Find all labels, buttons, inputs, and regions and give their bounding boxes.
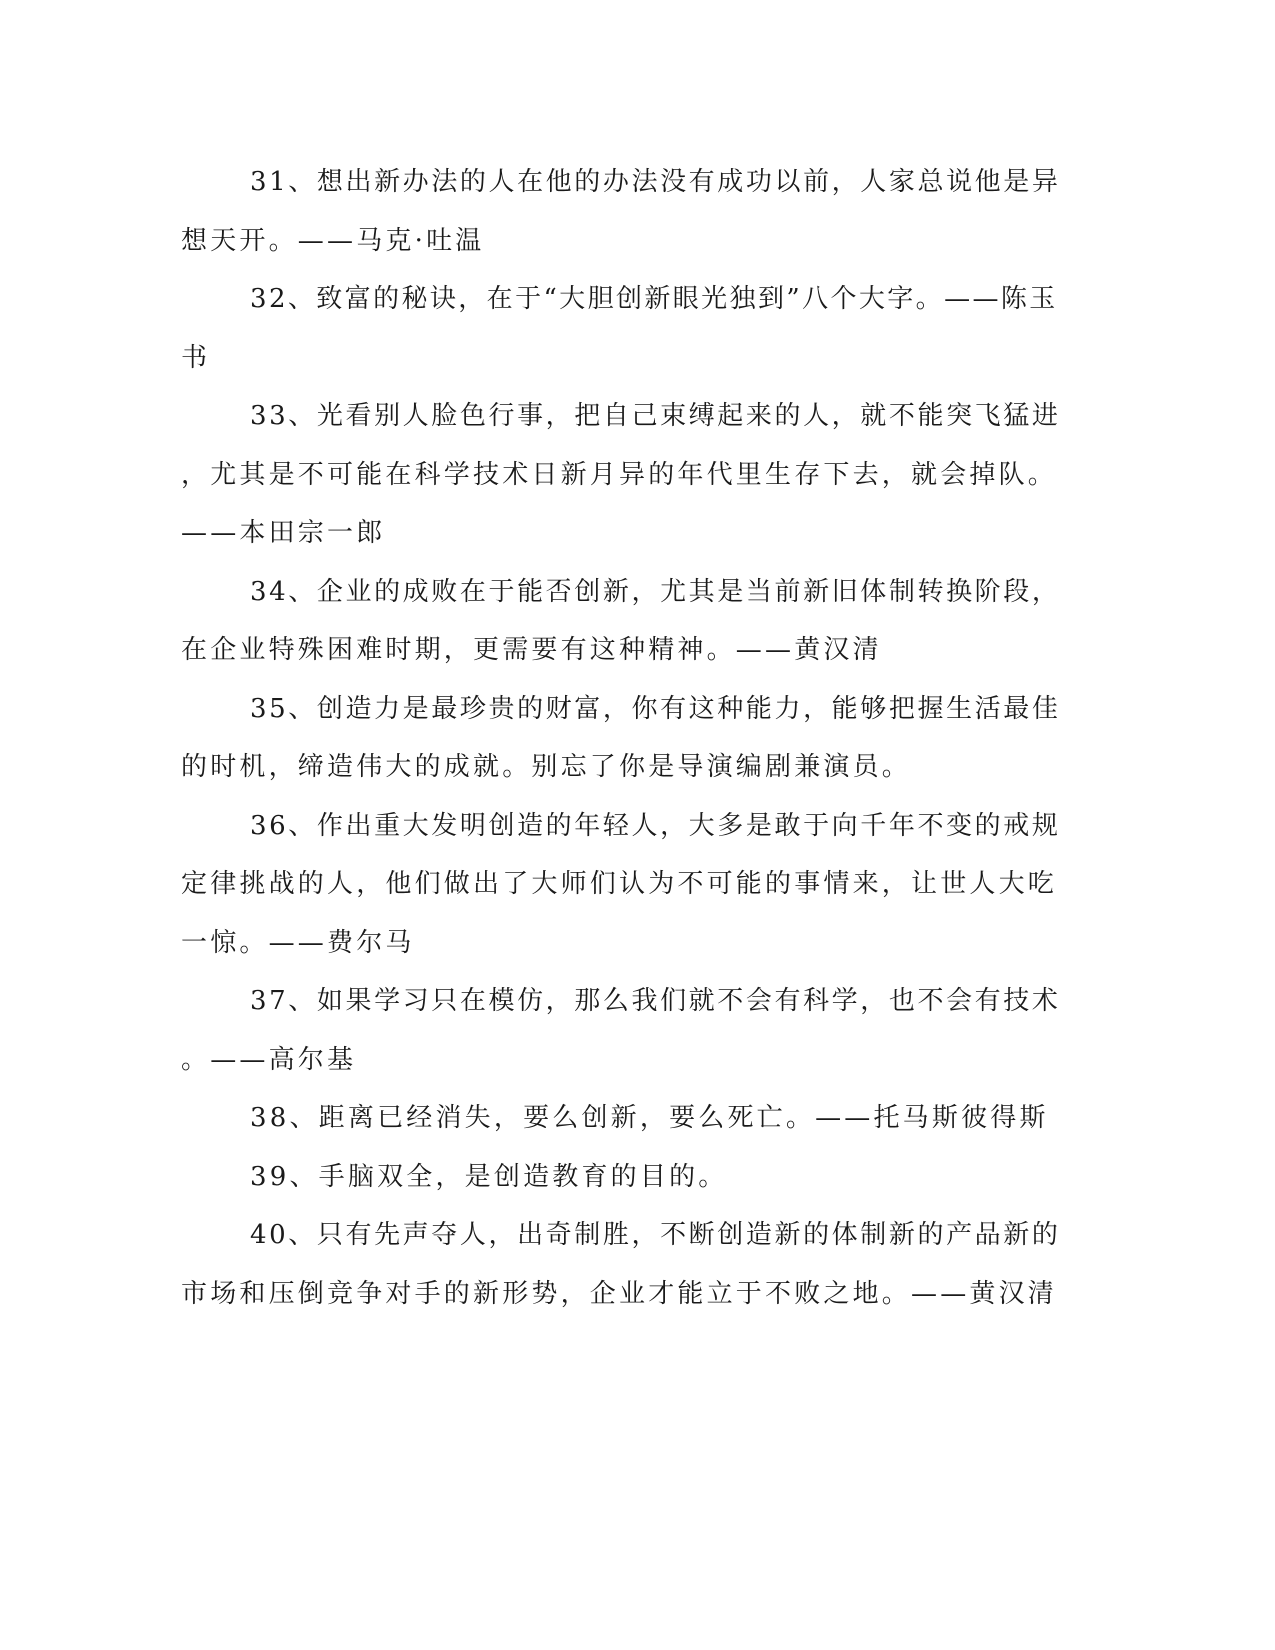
quote-36-line-3: 一惊。——费尔马 bbox=[181, 927, 415, 958]
quote-32-line-1: 32、致富的秘诀，在于“大胆创新眼光独到”八个大字。——陈玉 bbox=[250, 284, 1058, 314]
quote-37-line-1: 37、如果学习只在模仿，那么我们就不会有科学，也不会有技术 bbox=[250, 986, 1061, 1016]
quote-40-line-1: 40、只有先声夺人，出奇制胜，不断创造新的体制新的产品新的 bbox=[250, 1220, 1061, 1250]
quote-34-line-1: 34、企业的成败在于能否创新，尤其是当前新旧体制转换阶段， bbox=[250, 576, 1061, 607]
quote-32-line-2: 书 bbox=[181, 342, 211, 373]
quote-35-line-1: 35、创造力是最珍贵的财富，你有这种能力，能够把握生活最佳 bbox=[250, 693, 1061, 724]
quote-31-line-1: 31、想出新办法的人在他的办法没有成功以前，人家总说他是异 bbox=[250, 167, 1061, 197]
quote-40-line-2: 市场和压倒竞争对手的新形势，企业才能立于不败之地。——黄汉清 bbox=[181, 1278, 1058, 1309]
quote-38-line-1: 38、距离已经消失，要么创新，要么死亡。——托马斯彼得斯 bbox=[250, 1103, 1049, 1133]
document-page bbox=[181, 153, 1061, 1323]
quote-39-line-1: 39、手脑双全，是创造教育的目的。 bbox=[250, 1161, 728, 1192]
quote-36-line-1: 36、作出重大发明创造的年轻人，大多是敢于向千年不变的戒规 bbox=[250, 810, 1061, 841]
quote-37-line-2: 。——高尔基 bbox=[181, 1044, 357, 1075]
quote-33-line-3: ——本田宗一郎 bbox=[181, 518, 386, 548]
quote-36-line-2: 定律挑战的人，他们做出了大师们认为不可能的事情来，让世人大吃 bbox=[181, 869, 1058, 899]
quote-33-line-1: 33、光看别人脸色行事，把自己束缚起来的人，就不能突飞猛进 bbox=[250, 401, 1061, 431]
quote-31-line-2: 想天开。——马克·吐温 bbox=[181, 225, 485, 256]
quote-33-line-2: ，尤其是不可能在科学技术日新月异的年代里生存下去，就会掉队。 bbox=[181, 459, 1058, 490]
quote-34-line-2: 在企业特殊困难时期，更需要有这种精神。——黄汉清 bbox=[181, 635, 882, 665]
quote-35-line-2: 的时机，缔造伟大的成就。别忘了你是导演编剧兼演员。 bbox=[181, 752, 912, 782]
